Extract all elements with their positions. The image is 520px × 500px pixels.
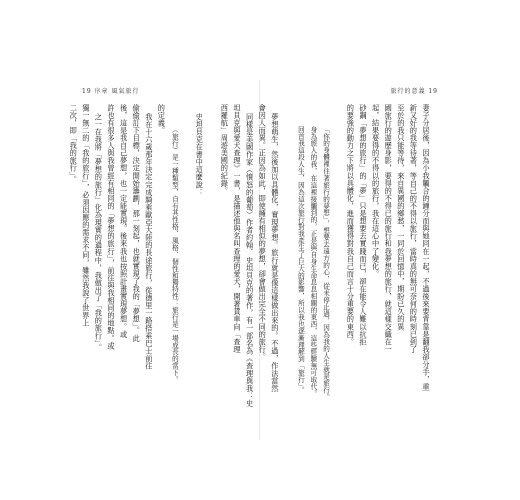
- text-line: 偷偷訂下目標，決定開始籌劃，那一刻起，也就實現了我的「夢想」。此: [132, 104, 142, 342]
- text-line: 回首我這段人生，因為這次旅行對我產生了巨大的影響，所以我也逐漸理解到「旅行」。: [296, 126, 305, 394]
- text-line: 會因人而異。正因為如此，即使擁有相似的夢想，卻會做出完全不同的旅行。: [258, 104, 268, 361]
- text-line: 後，這是我自己夢想，也一定能實現。後來我也按照計畫實現夢想。或: [119, 104, 129, 339]
- text-line: 的定義。: [157, 104, 167, 135]
- text-line: 許也有很多人與我曾經有相同的「夢想的旅行」，前往與我相同的地點。或: [107, 104, 116, 350]
- text-line: 西羅航」周遊美國的紀錄。: [220, 104, 230, 195]
- text-line: 至於的我只能等待，來自異國的鄉愁，一同於回憶中，期盼已久的異: [396, 104, 406, 331]
- text-line: 的要強的動力之下將以具體化，進而獲得對我自己而言十分重要的東西。: [346, 104, 356, 346]
- text-line: 砂鋼「夢想的旅行」的「夢」只是想要去實踐而已，卻在能令人難以抗拒: [359, 104, 368, 346]
- text-line: 二次，即「我的旅行」。: [69, 104, 79, 184]
- text-line: 新又好的我等待著，等自己的不得以旅行，當時真的無可奈何的時刻已到了: [409, 104, 419, 354]
- text-line: （旅行）是一種類型，自有其性格、風格、個性和獨特性：旅行是一場成長的當下。: [170, 126, 179, 384]
- right-running-header: 旅行的意義 19: [390, 88, 438, 95]
- text-line: 獨一無二的「我的旅行」，必須因應的需求不同，雖然我說了世界上: [81, 104, 91, 327]
- text-line: 「你的身體裡住著旅行的夢想」，想要去遠方的心，從未停止過，因為我的人生就是旅行。: [321, 126, 330, 401]
- text-line: 起，結果要得的不得以的旅行，我在這心中了變化。: [371, 104, 381, 278]
- left-running-header: 19 序章 風氣旅行: [82, 88, 140, 95]
- text-line: 夢想萌生，然後加以具體化，實現夢想。旅行就是像這樣做出來的。不過，作法當然: [270, 113, 280, 393]
- text-line: 國旅行的遊歷身影，要得的不得已的旅行和我夢想的旅行，就這樣交織在一: [384, 104, 394, 354]
- text-line: 身為旅人的我，在這裡接觸到的，正是與自身生命息息相關的東西，這些經驗無可取代。: [308, 126, 317, 398]
- text-line: 同樣是美國作家（憤怒的葡萄）作者約翰．史坦貝克的著作，有一部名為《查理與我：史: [245, 113, 255, 408]
- text-line: 坦貝克與愛犬查理》一書，是描述他與名叫查理的愛犬，開著貨車向「查理: [233, 104, 242, 354]
- text-line: 之一在我將「夢想的旅行」化為現實的過程中，我做出了「我的旅行」。: [94, 113, 104, 351]
- text-line: 我在十六歲那年決定完成騎乘歐亞大陸的長途旅行，從德里一路搭乘巴士前往: [144, 113, 154, 370]
- text-line: 史坦貝克在書中這麼說：: [195, 113, 205, 197]
- right-page: [270, 104, 450, 404]
- text-line: 妻子分居後，因為小我觸合的鐘分而與她同在一起，不過後來要背靠是翻我卻分手，重: [422, 104, 431, 391]
